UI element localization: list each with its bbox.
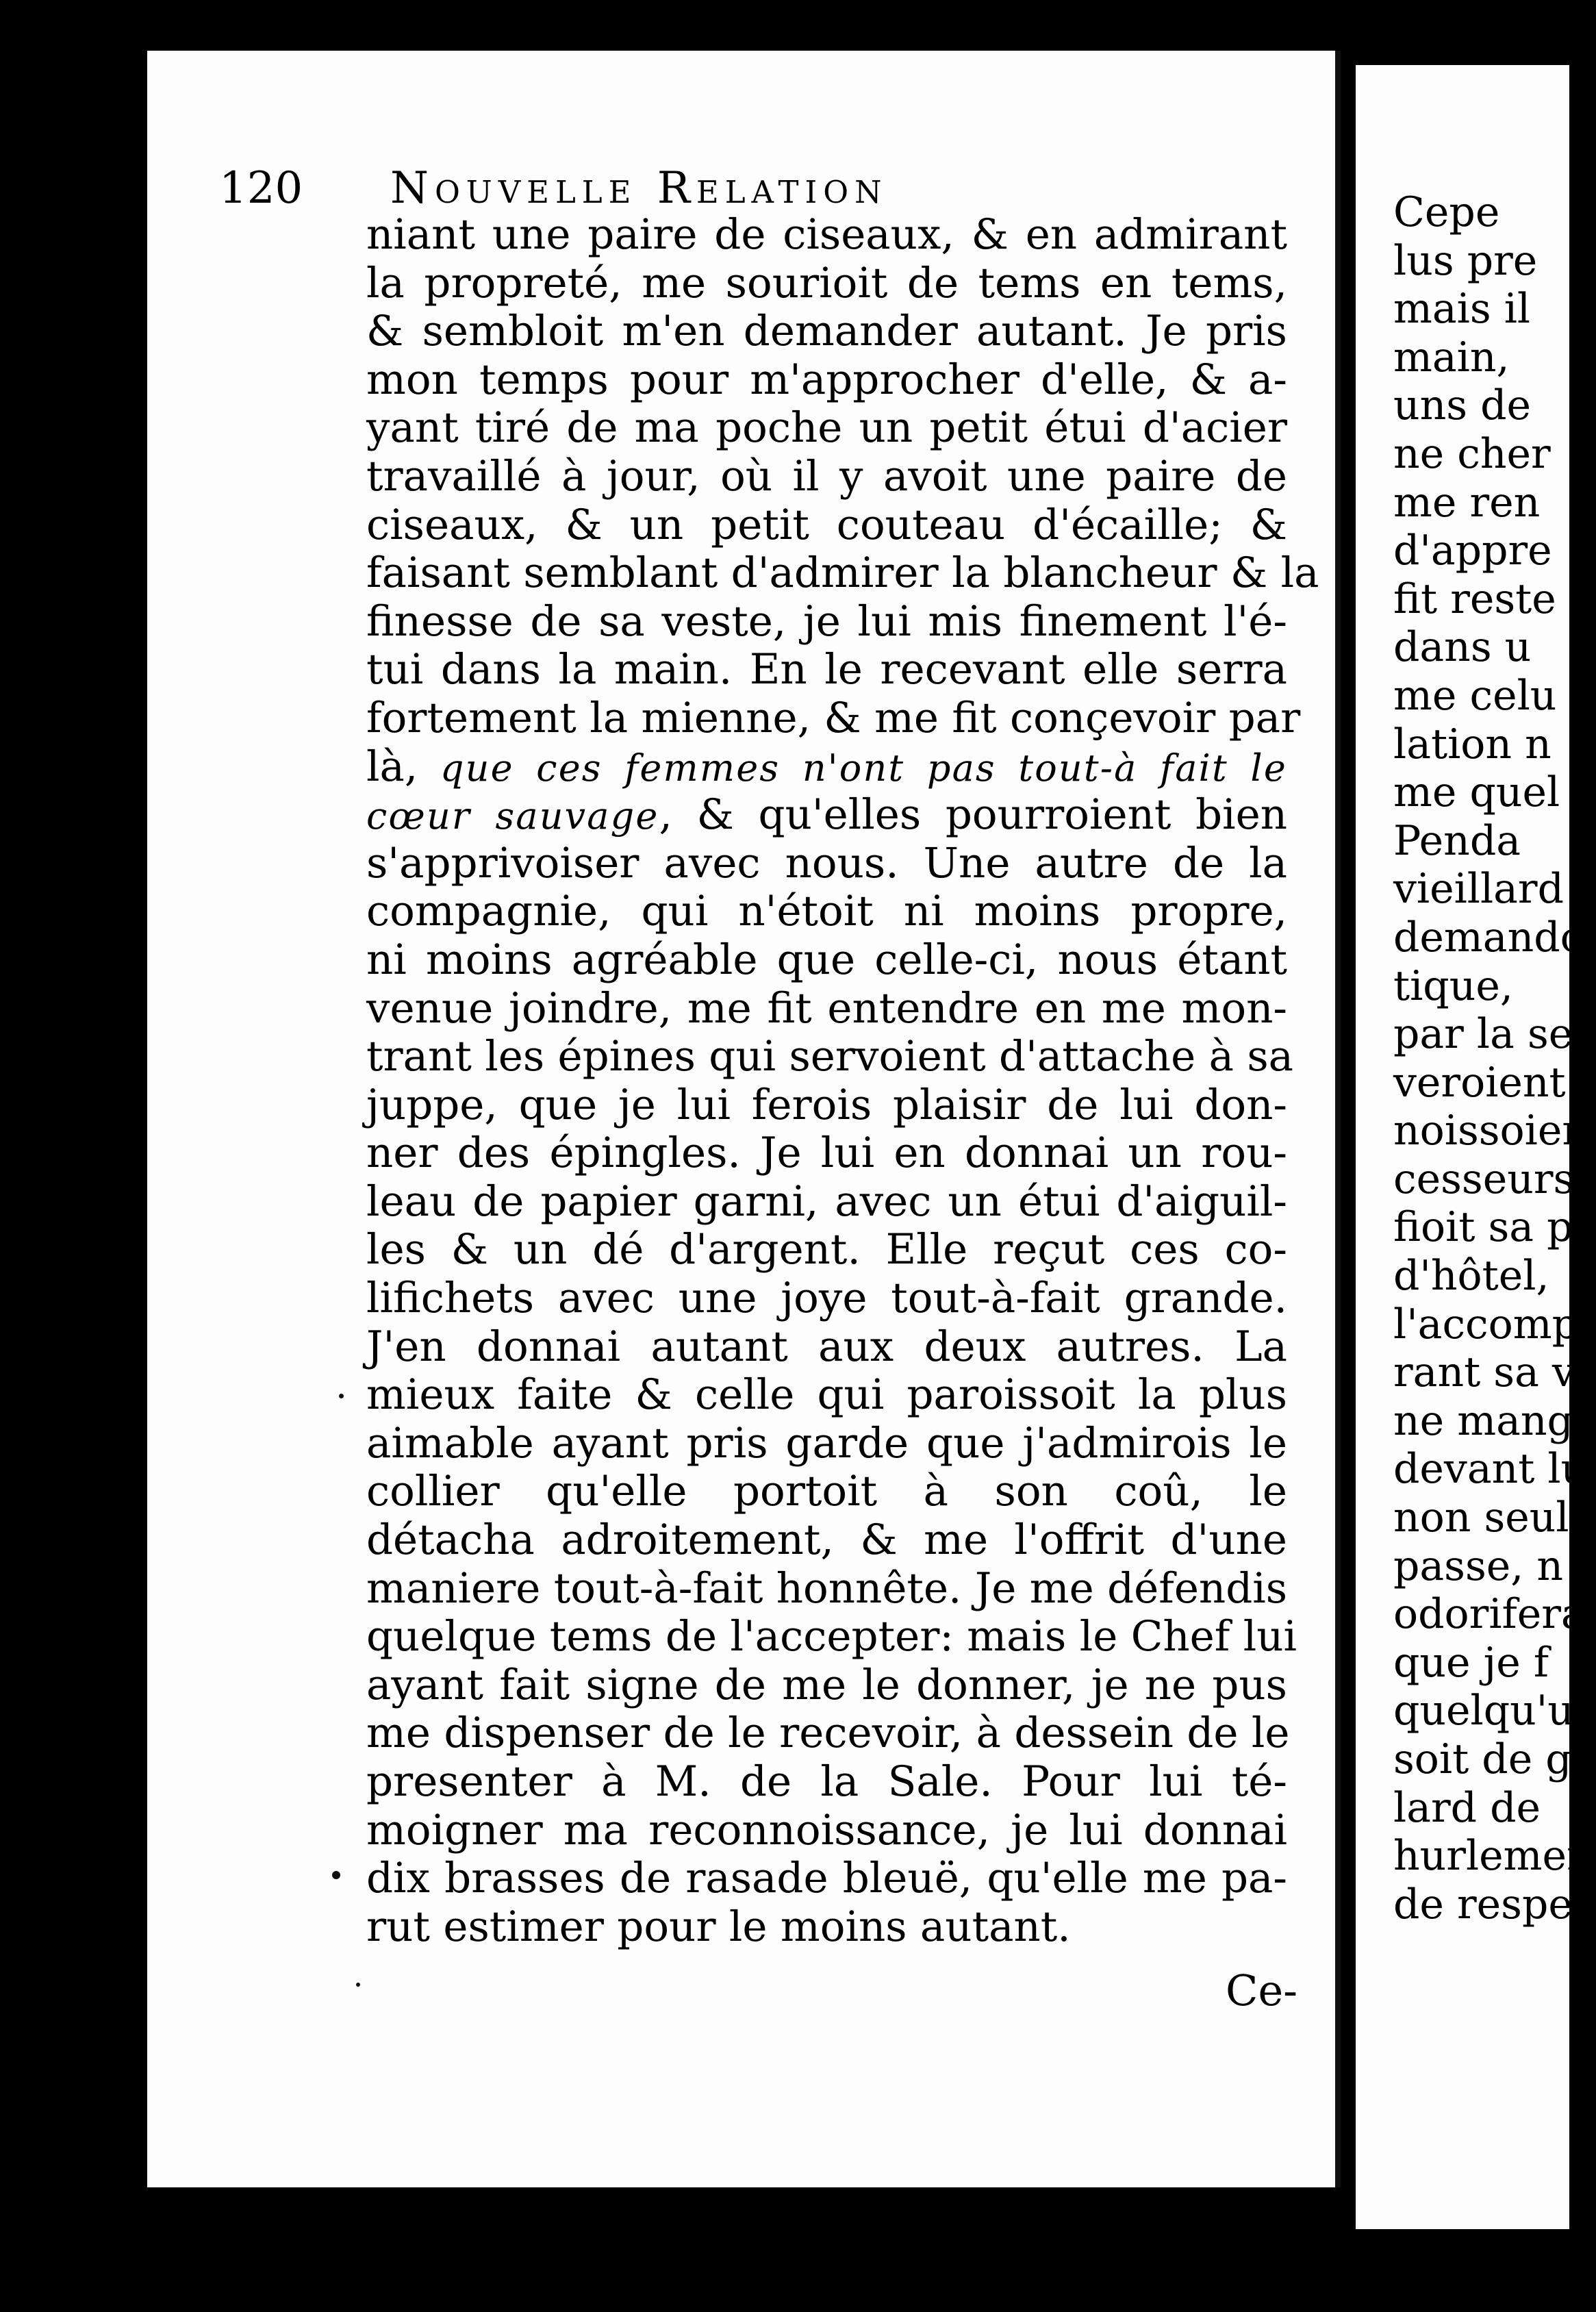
fragment-line: odorifera bbox=[1393, 1590, 1586, 1639]
text-line: s'apprivoiser avec nous. Une autre de la bbox=[366, 838, 1287, 888]
speck bbox=[332, 1871, 340, 1879]
fragment-line: Penda bbox=[1393, 816, 1521, 865]
text-line: détacha adroitement, & me l'offrit d'une bbox=[366, 1516, 1287, 1565]
fragment-line: rant sa v bbox=[1393, 1348, 1575, 1397]
text-line: J'en donnai autant aux deux autres. La bbox=[366, 1322, 1287, 1371]
fragment-line: lation n bbox=[1393, 720, 1551, 768]
text-line: collier qu'elle portoit à son coû, le bbox=[366, 1467, 1287, 1516]
italic-segment: cœur sauvage bbox=[366, 794, 659, 838]
fragment-line: me celu bbox=[1393, 671, 1557, 720]
text-line: juppe, que je lui ferois plaisir de lui don- bbox=[366, 1080, 1287, 1129]
fragment-line: uns de bbox=[1393, 381, 1532, 430]
text-line: trant les épines qui servoient d'attache à sa bbox=[366, 1032, 1294, 1081]
fragment-line: Cepe bbox=[1393, 188, 1500, 236]
fragment-line: fit reste bbox=[1393, 575, 1556, 623]
text-line: & sembloit m'en demander autant. Je pris bbox=[366, 307, 1287, 356]
italic-segment: que ces femmes n'ont pas tout-à fait le bbox=[440, 746, 1287, 790]
text-line: aimable ayant pris garde que j'admirois le bbox=[366, 1418, 1287, 1468]
text-line: finesse de sa veste, je lui mis finement l'é- bbox=[366, 596, 1287, 646]
text-line: tui dans la main. En le recevant elle serra bbox=[366, 645, 1287, 694]
text-line: fortement la mienne, & me fit conçevoir par bbox=[366, 693, 1301, 742]
text-line: moigner ma reconnoissance, je lui donnai bbox=[366, 1805, 1287, 1855]
fragment-line: d'hôtel, bbox=[1393, 1252, 1549, 1300]
text-line: la propreté, me sourioit de tems en tems, bbox=[366, 258, 1287, 307]
fragment-line: ne mang bbox=[1393, 1396, 1573, 1445]
text-segment: là, bbox=[366, 742, 440, 791]
text-line: quelque tems de l'accepter: mais le Chef lui bbox=[366, 1612, 1297, 1661]
fragment-line: l'accomp bbox=[1393, 1300, 1579, 1348]
fragment-line: par la se bbox=[1393, 1010, 1573, 1059]
fragment-line: quelqu'u bbox=[1393, 1687, 1574, 1735]
right-page-text bbox=[1393, 188, 1596, 1928]
text-line: compagnie, qui n'étoit ni moins propre, bbox=[366, 887, 1287, 936]
page-number: 120 bbox=[219, 163, 303, 214]
fragment-line: non seul bbox=[1393, 1494, 1569, 1542]
fragment-line: d'appre bbox=[1393, 527, 1552, 575]
text-line bbox=[366, 791, 1287, 840]
body-text bbox=[366, 210, 1319, 1951]
fragment-line: fioit sa p bbox=[1393, 1203, 1573, 1252]
text-line: lifichets avec une joye tout-à-fait grande. bbox=[366, 1274, 1287, 1323]
right-page-fragment bbox=[1356, 65, 1596, 2229]
fragment-line: demando bbox=[1393, 913, 1585, 962]
text-line: rut estimer pour le moins autant. bbox=[366, 1902, 1071, 1951]
text-line: dix brasses de rasade bleuë, qu'elle me pa- bbox=[366, 1854, 1287, 1903]
fragment-line: passe, n bbox=[1393, 1542, 1564, 1590]
text-line: niant une paire de ciseaux, & en admirant bbox=[366, 210, 1287, 259]
fragment-line: me quel bbox=[1393, 768, 1560, 817]
text-line: yant tiré de ma poche un petit étui d'acier bbox=[366, 403, 1287, 453]
text-line: mieux faite & celle qui paroissoit la plus bbox=[366, 1370, 1287, 1420]
fragment-line: mais il bbox=[1393, 285, 1531, 334]
text-line: leau de papier garni, avec un étui d'aiguil- bbox=[366, 1177, 1287, 1226]
text-line: presenter à M. de la Sale. Pour lui té- bbox=[366, 1757, 1287, 1806]
text-line: me dispenser de le recevoir, à dessein de le bbox=[366, 1709, 1290, 1758]
fragment-line: tique, bbox=[1393, 962, 1513, 1010]
fragment-line: noissoien bbox=[1393, 1107, 1588, 1155]
text-line: ciseaux, & un petit couteau d'écaille; & bbox=[366, 500, 1287, 549]
fragment-line: veroient bbox=[1393, 1058, 1566, 1107]
fragment-line: ne cher bbox=[1393, 429, 1551, 478]
text-line: travaillé à jour, où il y avoit une paire de bbox=[366, 451, 1287, 501]
text-line: venue joindre, me fit entendre en me mon- bbox=[366, 983, 1287, 1033]
fragment-line: me ren bbox=[1393, 478, 1541, 527]
fragment-line: que je f bbox=[1393, 1638, 1549, 1687]
fragment-line: devant lu bbox=[1393, 1445, 1588, 1494]
fragment-line: soit de g bbox=[1393, 1735, 1572, 1783]
fragment-line: vieillard bbox=[1393, 865, 1565, 914]
text-line: ni moins agréable que celle-ci, nous étant bbox=[366, 935, 1287, 984]
fragment-line: dans u bbox=[1393, 623, 1532, 672]
page-header bbox=[219, 164, 1287, 212]
text-line: maniere tout-à-fait honnête. Je me défendis bbox=[366, 1563, 1288, 1613]
text-line: faisant semblant d'admirer la blancheur & la bbox=[366, 549, 1319, 598]
fragment-line: cesseurs bbox=[1393, 1155, 1575, 1203]
text-line bbox=[366, 743, 1287, 792]
speck bbox=[339, 1394, 344, 1398]
running-title: Nouvelle Relation bbox=[390, 163, 888, 214]
text-segment: , & qu'elles pourroient bien bbox=[659, 790, 1287, 840]
fragment-line: hurlemen bbox=[1393, 1832, 1593, 1881]
catchword: Ce- bbox=[1226, 1965, 1298, 2015]
text-line: mon temps pour m'approcher d'elle, & a- bbox=[366, 355, 1287, 404]
text-line: les & un dé d'argent. Elle reçut ces co- bbox=[366, 1225, 1287, 1274]
text-line: ayant fait signe de me le donner, je ne pus bbox=[366, 1660, 1287, 1709]
speck bbox=[356, 1983, 360, 1987]
fragment-line: lard de bbox=[1393, 1783, 1541, 1832]
fragment-line: de respec bbox=[1393, 1880, 1596, 1928]
fragment-line: main, bbox=[1393, 333, 1510, 381]
fragment-line: lus pre bbox=[1393, 236, 1538, 285]
text-line: ner des épingles. Je lui en donnai un rou- bbox=[366, 1129, 1287, 1178]
